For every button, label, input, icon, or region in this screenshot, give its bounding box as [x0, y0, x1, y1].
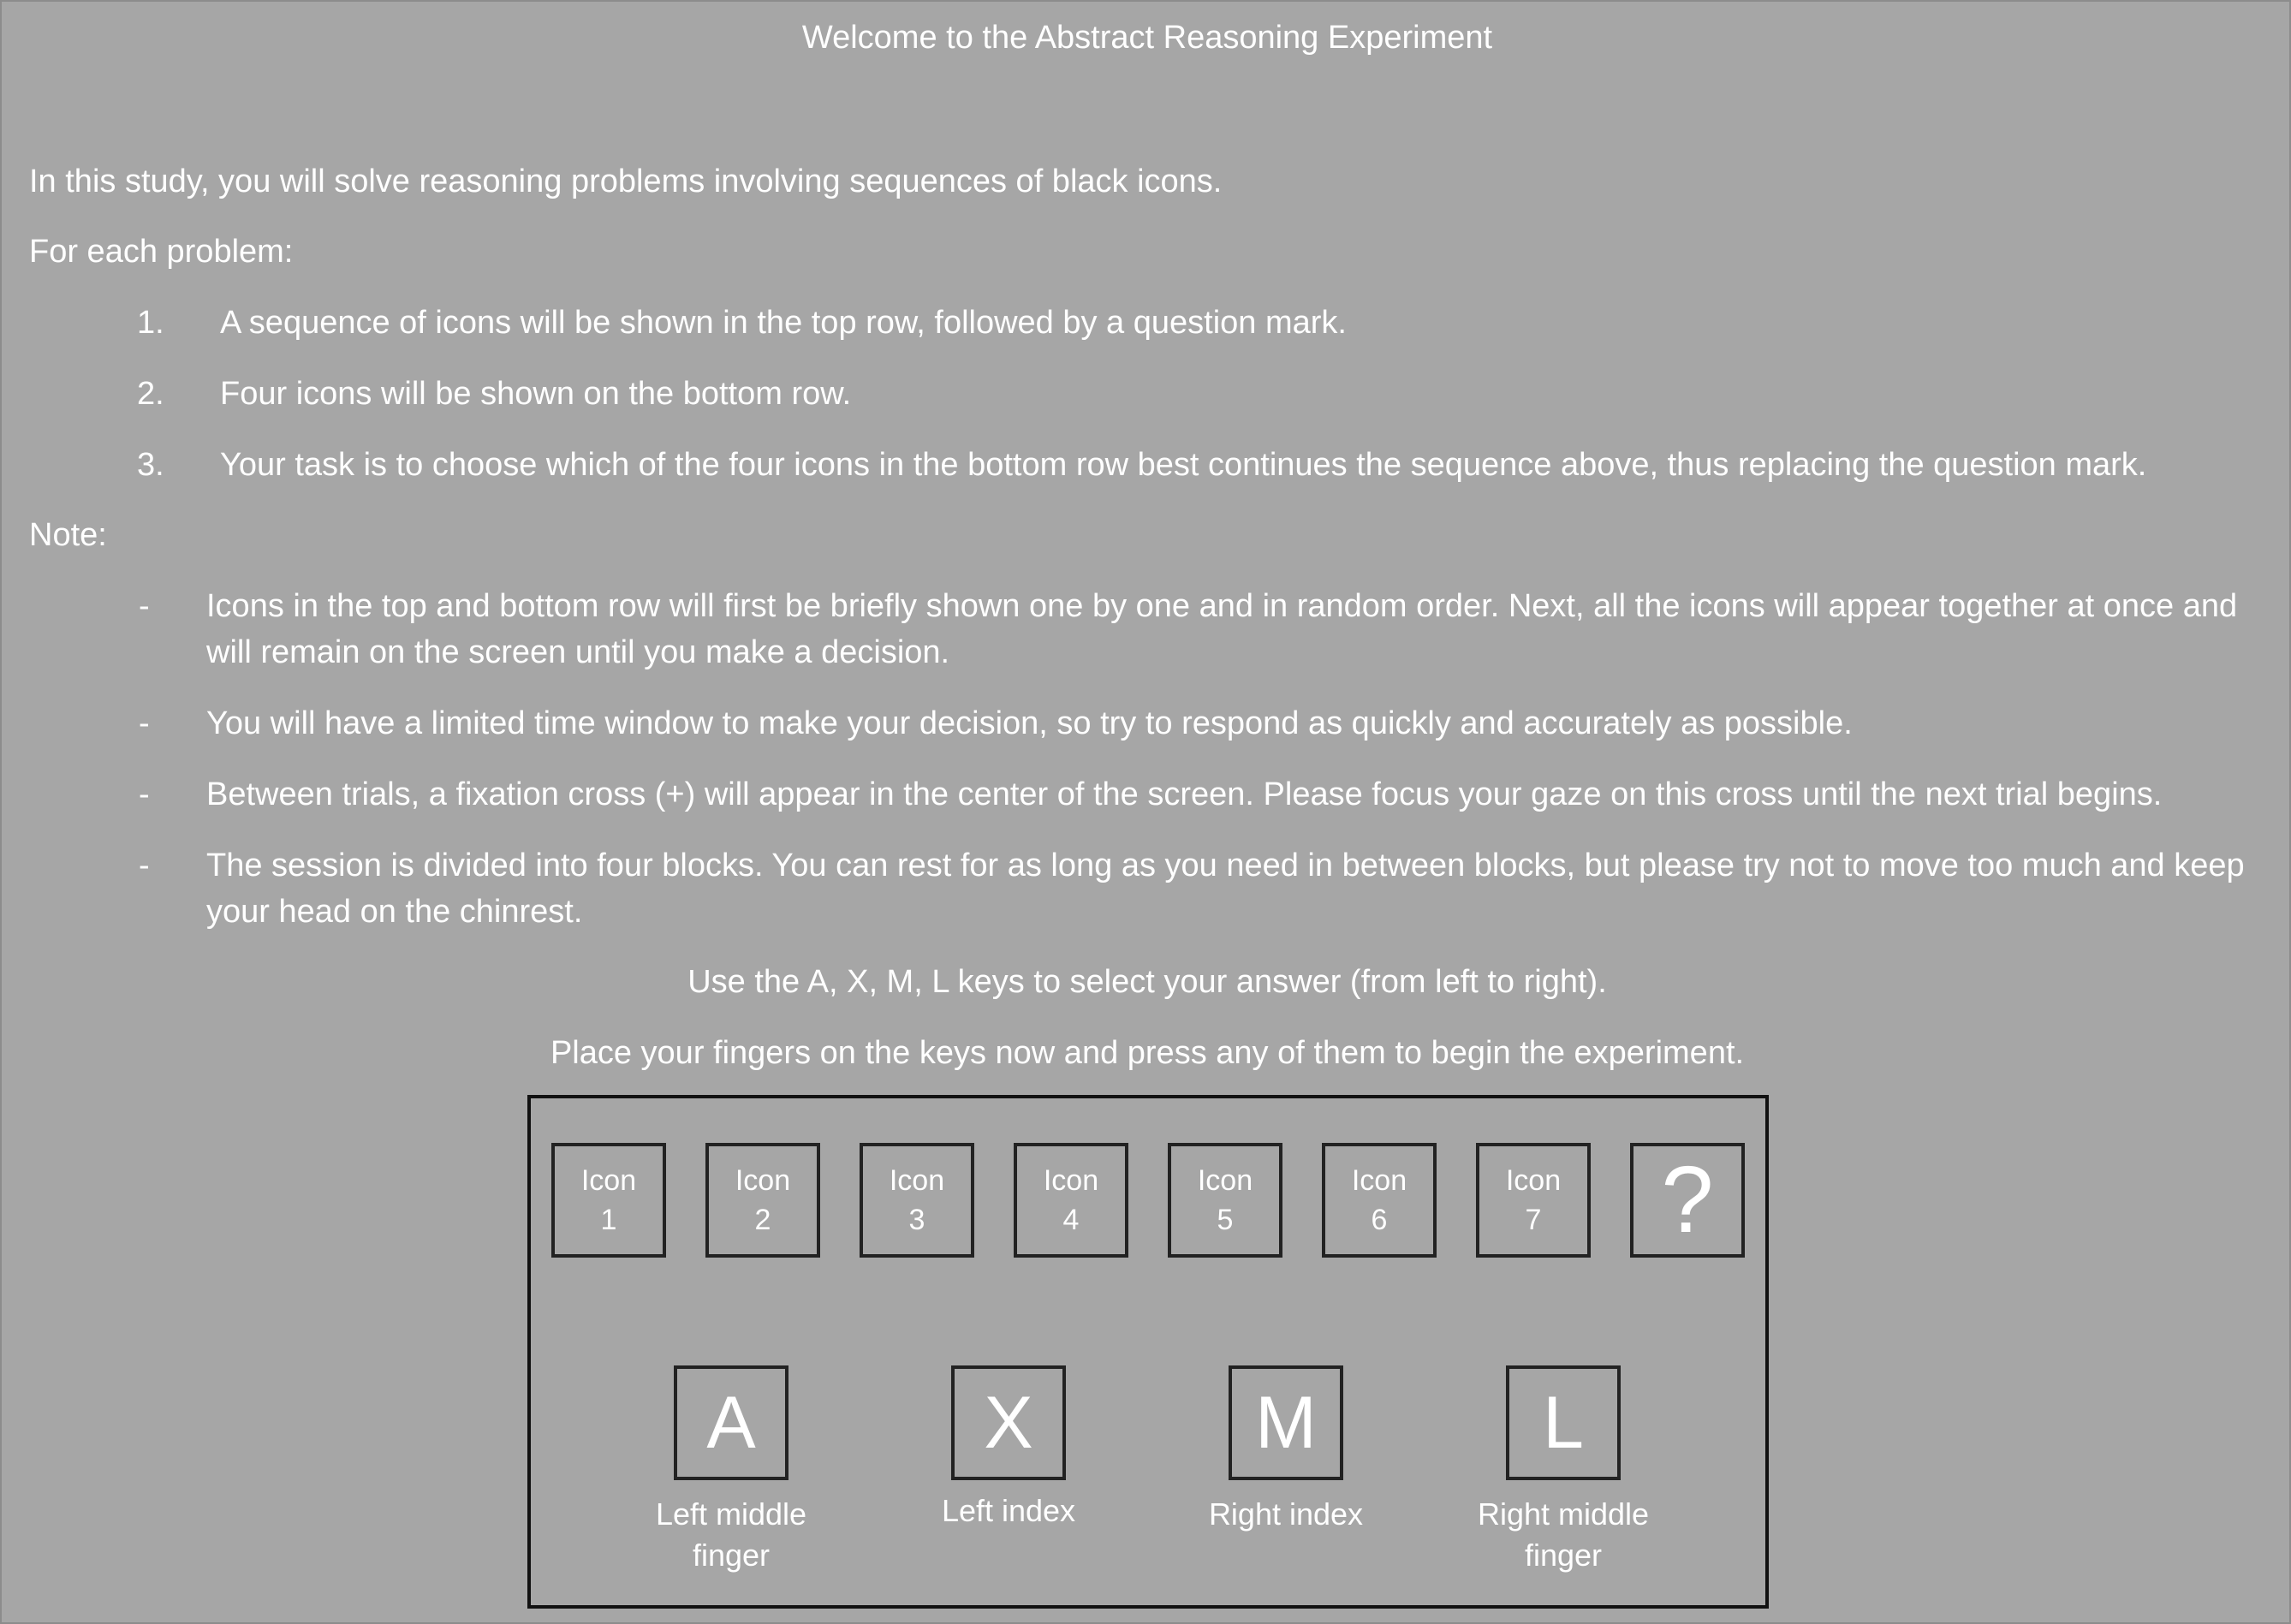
keys-instruction: Use the A, X, M, L keys to select your answer (from left to right).	[687, 964, 1607, 1000]
page-title: Welcome to the Abstract Reasoning Experiment	[801, 20, 1493, 56]
sequence-icon-number: 4	[1062, 1204, 1080, 1236]
start-instruction: Place your fingers on the keys now and press any of them to begin the experiment.	[550, 1035, 1745, 1071]
note-text-2: You will have a limited time window to make your decision, so try to respond as quickly and accurately as possible.	[206, 705, 1853, 741]
note-label: Note:	[29, 517, 107, 553]
task-diagram	[527, 1095, 1769, 1609]
finger-label-line: Left index	[941, 1493, 1076, 1528]
sequence-icon-label: Icon	[889, 1164, 945, 1197]
sequence-icon-label: Icon	[1505, 1164, 1562, 1197]
question-mark-icon: ?	[1661, 1147, 1714, 1252]
step-text-1: A sequence of icons will be shown in the top row, followed by a question mark.	[220, 305, 1347, 341]
finger-label-x	[897, 1490, 1120, 1532]
step-number-3: 3.	[137, 447, 164, 483]
sequence-icon-number: 2	[754, 1204, 771, 1236]
question-mark-box	[1630, 1143, 1745, 1258]
note-bullet-4: -	[139, 848, 150, 883]
note-bullet-1: -	[139, 588, 150, 624]
finger-label-line: finger	[692, 1538, 771, 1573]
key-l: L	[1506, 1365, 1621, 1480]
finger-label-m	[1175, 1494, 1397, 1535]
intro-text: In this study, you will solve reasoning problems involving sequences of black icons.	[29, 164, 1223, 199]
key-a: A	[674, 1365, 788, 1480]
sequence-icon-3	[860, 1143, 974, 1258]
step-text-2: Four icons will be shown on the bottom row.	[220, 376, 852, 412]
sequence-icon-label: Icon	[1043, 1164, 1099, 1197]
finger-label-line: finger	[1524, 1538, 1603, 1573]
sequence-icon-label: Icon	[580, 1164, 637, 1197]
sequence-icon-7	[1476, 1143, 1591, 1258]
finger-label-line: Left middle	[655, 1496, 807, 1532]
sequence-icon-number: 3	[908, 1204, 925, 1236]
sequence-icon-4	[1014, 1143, 1128, 1258]
note-text-4: The session is divided into four blocks. You can rest for as long as you need in between blocks, but please try not to move too much and keep your head on the chinrest.	[206, 848, 2245, 930]
finger-label-l	[1452, 1494, 1675, 1576]
sequence-icon-number: 7	[1525, 1204, 1542, 1236]
sequence-icon-1	[551, 1143, 666, 1258]
note-bullet-2: -	[139, 705, 150, 741]
finger-label-a	[620, 1494, 842, 1576]
for-each-label: For each problem:	[29, 234, 294, 270]
key-m: M	[1229, 1365, 1343, 1480]
finger-label-line: Right index	[1208, 1496, 1364, 1532]
note-bullet-3: -	[139, 776, 150, 812]
sequence-icon-label: Icon	[1197, 1164, 1253, 1197]
step-number-2: 2.	[137, 376, 164, 412]
sequence-icon-number: 5	[1217, 1204, 1234, 1236]
step-text-3: Your task is to choose which of the four icons in the bottom row best continues the sequence above, thus replacing the question mark.	[220, 447, 2147, 483]
sequence-icon-2	[705, 1143, 820, 1258]
sequence-icon-number: 1	[600, 1204, 617, 1236]
note-text-1: Icons in the top and bottom row will first be briefly shown one by one and in random order. Next, all the icons will appear together at once and will remain on the screen until you make a decision.	[206, 588, 2238, 670]
sequence-icon-5	[1168, 1143, 1282, 1258]
sequence-icon-number: 6	[1371, 1204, 1388, 1236]
sequence-icon-label: Icon	[1351, 1164, 1407, 1197]
finger-label-line: Right middle	[1477, 1496, 1650, 1532]
sequence-icon-label: Icon	[735, 1164, 791, 1197]
key-x: X	[951, 1365, 1066, 1480]
step-number-1: 1.	[137, 305, 164, 341]
sequence-icon-6	[1322, 1143, 1437, 1258]
note-text-3: Between trials, a fixation cross (+) will appear in the center of the screen. Please focus your gaze on this cross until the next trial begins.	[206, 776, 2163, 812]
